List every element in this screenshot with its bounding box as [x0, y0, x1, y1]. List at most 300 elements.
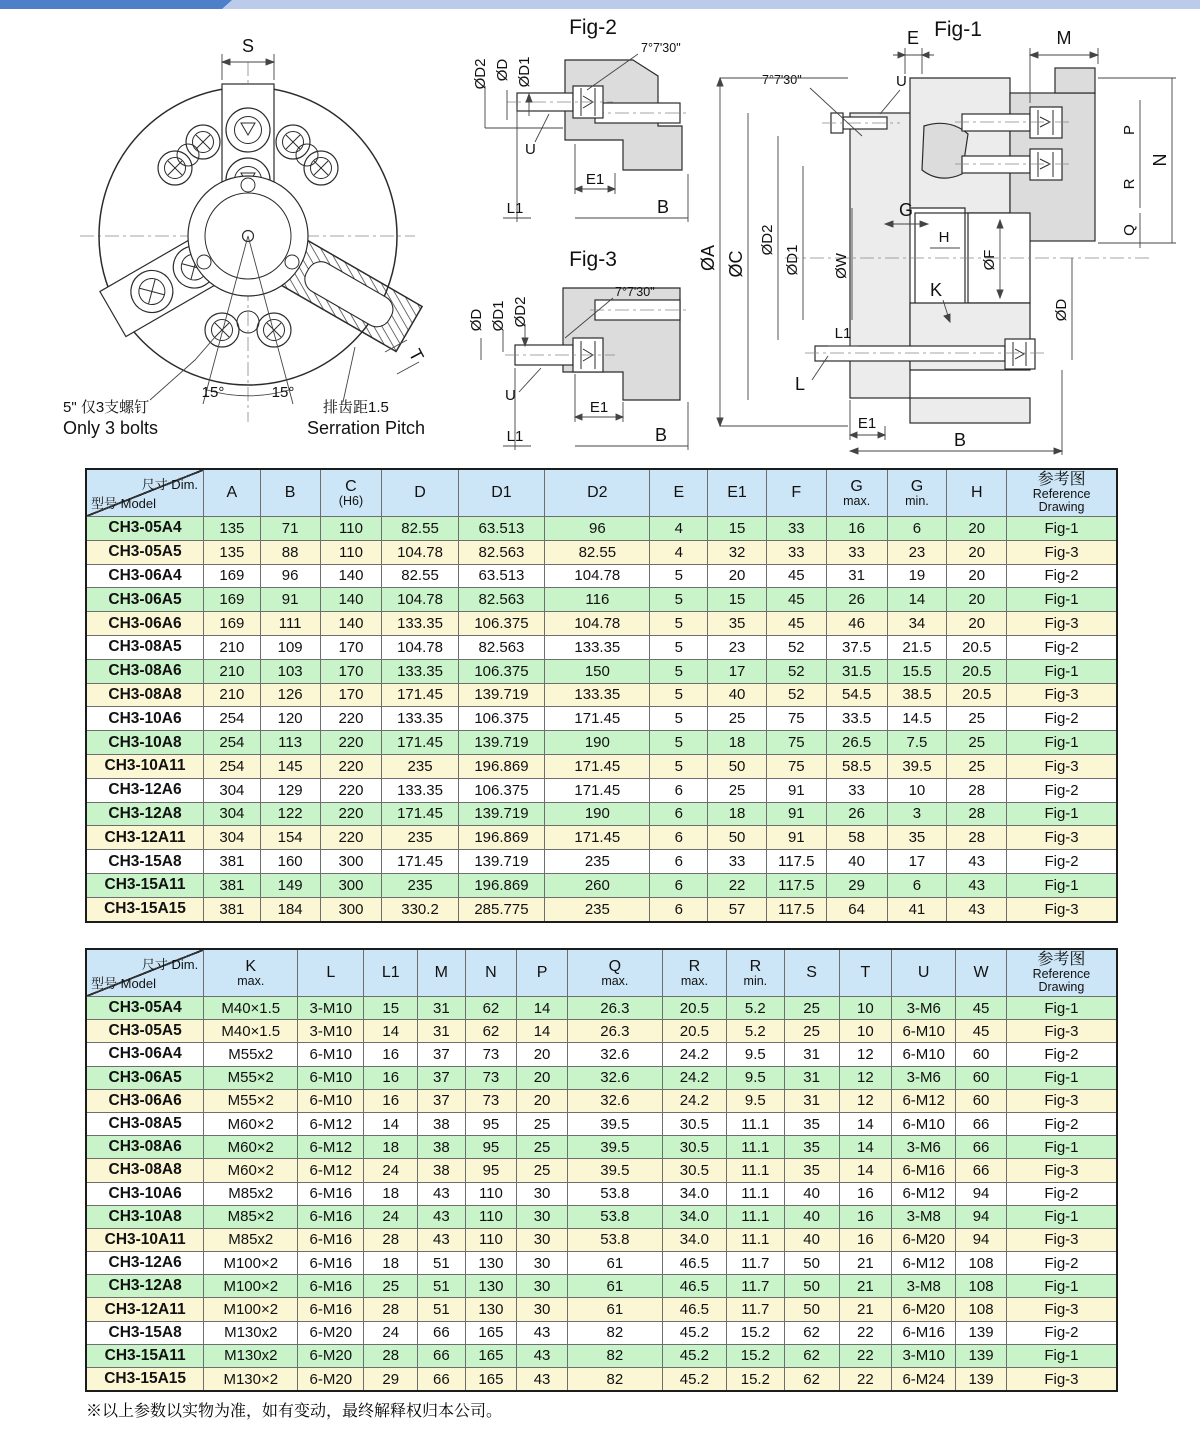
dimension-table-1 [85, 468, 1118, 923]
column-header [784, 949, 839, 997]
column-header-line1: E [673, 484, 685, 501]
value-cell: 4 [650, 540, 708, 564]
table-row [86, 997, 1117, 1020]
value-cell: 104.78 [545, 564, 650, 588]
column-header-line1: D2 [587, 484, 608, 501]
column-header-line3: Drawing [1038, 500, 1085, 514]
value-cell: 6-M20 [298, 1321, 364, 1344]
value-cell: 6 [650, 802, 708, 826]
column-header-line1: D [414, 484, 426, 501]
value-cell: 113 [260, 731, 320, 755]
model-cell: CH3-08A5 [86, 1112, 204, 1135]
value-cell: 5 [650, 588, 708, 612]
value-cell: 6-M12 [298, 1159, 364, 1182]
value-cell: 109 [260, 635, 320, 659]
value-cell: 220 [320, 826, 382, 850]
fig1-q-label: Q [1121, 224, 1138, 236]
value-cell: 43 [418, 1228, 466, 1251]
value-cell: M55×2 [204, 1066, 298, 1089]
value-cell: 20.5 [947, 635, 1007, 659]
value-cell: 139 [956, 1368, 1007, 1392]
column-header [517, 949, 568, 997]
value-cell: 94 [956, 1228, 1007, 1251]
value-cell: 139 [956, 1344, 1007, 1367]
model-cell: CH3-06A6 [86, 1089, 204, 1112]
value-cell: 21 [839, 1252, 892, 1275]
value-cell: 139.719 [458, 802, 545, 826]
value-cell: 5 [650, 659, 708, 683]
value-cell: 171.45 [382, 683, 458, 707]
value-cell: 52 [766, 635, 826, 659]
value-cell: 96 [260, 564, 320, 588]
value-cell: 210 [204, 683, 261, 707]
value-cell: 11.1 [726, 1136, 784, 1159]
column-header-line1: H [970, 484, 983, 501]
value-cell: 6-M16 [298, 1298, 364, 1321]
fig1-l-label: L [794, 374, 806, 394]
value-cell: 43 [517, 1344, 568, 1367]
value-cell: Fig-1 [1006, 1275, 1117, 1298]
value-cell: 50 [708, 754, 767, 778]
value-cell: 21.5 [887, 635, 947, 659]
value-cell: 29 [364, 1368, 418, 1392]
value-cell: 46.5 [662, 1275, 726, 1298]
fig3-u-label: U [505, 387, 516, 404]
column-header-line1: L1 [381, 964, 400, 981]
value-cell: 25 [947, 754, 1007, 778]
value-cell: 235 [545, 850, 650, 874]
value-cell: 149 [260, 873, 320, 897]
model-cell: CH3-06A6 [86, 612, 204, 636]
table-row [86, 1344, 1117, 1367]
value-cell: 135 [204, 517, 261, 541]
value-cell: 32 [708, 540, 767, 564]
model-cell: CH3-15A11 [86, 1344, 204, 1367]
value-cell: 154 [260, 826, 320, 850]
value-cell: 66 [956, 1136, 1007, 1159]
value-cell: 43 [517, 1321, 568, 1344]
column-header-line1: Q [608, 957, 622, 975]
table-row [86, 1136, 1117, 1159]
value-cell: 38.5 [887, 683, 947, 707]
value-cell: 171.45 [545, 707, 650, 731]
fig1-dia-d-label: ØD [1053, 298, 1070, 322]
value-cell: 165 [465, 1368, 517, 1392]
value-cell: 6-M16 [892, 1159, 956, 1182]
value-cell: 254 [204, 707, 261, 731]
column-header [458, 469, 545, 517]
value-cell: 110 [465, 1205, 517, 1228]
value-cell: 190 [545, 802, 650, 826]
value-cell: Fig-1 [1006, 1344, 1117, 1367]
fig3-e1-label: E1 [589, 399, 609, 416]
value-cell: Fig-2 [1007, 850, 1117, 874]
value-cell: 15 [364, 997, 418, 1020]
value-cell: 11.7 [726, 1298, 784, 1321]
column-header-line1: M [434, 964, 448, 981]
value-cell: 110 [320, 517, 382, 541]
value-cell: 88 [260, 540, 320, 564]
value-cell: 20 [517, 1043, 568, 1066]
column-header [1006, 949, 1117, 997]
value-cell: 40 [784, 1182, 839, 1205]
value-cell: 381 [204, 897, 261, 921]
table-row [86, 1020, 1117, 1043]
model-cell: CH3-15A11 [86, 873, 204, 897]
value-cell: 40 [784, 1205, 839, 1228]
value-cell: 150 [545, 659, 650, 683]
fig1-p-label: P [1121, 124, 1138, 136]
value-cell: 35 [784, 1112, 839, 1135]
value-cell: 16 [826, 517, 887, 541]
value-cell: Fig-1 [1007, 873, 1117, 897]
value-cell: 60 [956, 1066, 1007, 1089]
value-cell: 50 [708, 826, 767, 850]
value-cell: 25 [517, 1112, 568, 1135]
value-cell: 91 [766, 778, 826, 802]
value-cell: 25 [708, 707, 767, 731]
value-cell: 11.1 [726, 1112, 784, 1135]
value-cell: 43 [517, 1368, 568, 1392]
column-header-line1: F [791, 484, 802, 501]
value-cell: 22 [708, 873, 767, 897]
value-cell: 130 [465, 1298, 517, 1321]
fig2-b-label: B [656, 197, 670, 217]
value-cell: M100×2 [204, 1298, 298, 1321]
value-cell: 210 [204, 659, 261, 683]
value-cell: 82 [567, 1321, 662, 1344]
value-cell: 210 [204, 635, 261, 659]
value-cell: 10 [839, 997, 892, 1020]
value-cell: 9.5 [726, 1043, 784, 1066]
value-cell: 14 [887, 588, 947, 612]
value-cell: 45.2 [662, 1321, 726, 1344]
fig1-angle-label: 7°7'30" [762, 73, 802, 87]
table-row [86, 826, 1117, 850]
value-cell: 11.1 [726, 1228, 784, 1251]
value-cell: 20 [517, 1089, 568, 1112]
corner-cell [86, 949, 204, 997]
value-cell: 10 [839, 1020, 892, 1043]
value-cell: 20 [947, 588, 1007, 612]
value-cell: 22 [839, 1321, 892, 1344]
table-row [86, 1275, 1117, 1298]
model-cell: CH3-05A5 [86, 1020, 204, 1043]
value-cell: 94 [956, 1205, 1007, 1228]
value-cell: 24.2 [662, 1043, 726, 1066]
column-header [204, 469, 261, 517]
value-cell: 169 [204, 588, 261, 612]
value-cell: 39.5 [887, 754, 947, 778]
value-cell: 140 [320, 588, 382, 612]
model-cell: CH3-12A6 [86, 1252, 204, 1275]
value-cell: 6-M10 [298, 1066, 364, 1089]
value-cell: 106.375 [458, 707, 545, 731]
value-cell: 25 [947, 707, 1007, 731]
column-header-line2: min. [743, 973, 768, 988]
fig2-dia-d2-label: ØD2 [472, 58, 489, 90]
value-cell: Fig-1 [1006, 997, 1117, 1020]
value-cell: 37 [418, 1043, 466, 1066]
table-row [86, 517, 1117, 541]
value-cell: 61 [567, 1298, 662, 1321]
value-cell: 33 [826, 778, 887, 802]
value-cell: 33.5 [826, 707, 887, 731]
value-cell: Fig-3 [1006, 1020, 1117, 1043]
value-cell: 3-M6 [892, 1136, 956, 1159]
value-cell: 6-M16 [892, 1321, 956, 1344]
model-cell: CH3-08A8 [86, 1159, 204, 1182]
value-cell: M100×2 [204, 1252, 298, 1275]
value-cell: 170 [320, 659, 382, 683]
value-cell: 139.719 [458, 683, 545, 707]
value-cell: 15.5 [887, 659, 947, 683]
value-cell: M60×2 [204, 1136, 298, 1159]
value-cell: 11.1 [726, 1182, 784, 1205]
value-cell: 104.78 [382, 540, 458, 564]
value-cell: 3-M6 [892, 997, 956, 1020]
value-cell: 34.0 [662, 1228, 726, 1251]
angle-label-right: 15° [271, 384, 295, 401]
fig2-fig3-drawing [445, 8, 715, 458]
value-cell: 28 [364, 1344, 418, 1367]
value-cell: 6-M16 [298, 1252, 364, 1275]
value-cell: 196.869 [458, 754, 545, 778]
model-cell: CH3-10A8 [86, 731, 204, 755]
value-cell: M60×2 [204, 1159, 298, 1182]
table-row [86, 1182, 1117, 1205]
value-cell: 381 [204, 850, 261, 874]
column-header [567, 949, 662, 997]
value-cell: M40×1.5 [204, 997, 298, 1020]
value-cell: 20.5 [947, 659, 1007, 683]
value-cell: 300 [320, 850, 382, 874]
table-row [86, 659, 1117, 683]
fig1-u-label: U [896, 73, 907, 90]
value-cell: 35 [708, 612, 767, 636]
column-header-line2: max. [601, 973, 629, 988]
table-row [86, 540, 1117, 564]
value-cell: 5.2 [726, 1020, 784, 1043]
angle-label-left: 15° [201, 384, 225, 401]
fig3-dia-d2-label: ØD2 [512, 296, 529, 328]
fig1-panel [700, 8, 1200, 458]
model-cell: CH3-10A11 [86, 754, 204, 778]
value-cell: 43 [418, 1205, 466, 1228]
value-cell: 52 [766, 659, 826, 683]
value-cell: 12 [839, 1066, 892, 1089]
value-cell: 43 [947, 850, 1007, 874]
value-cell: 82.563 [458, 635, 545, 659]
value-cell: 62 [465, 1020, 517, 1043]
value-cell: 29 [826, 873, 887, 897]
value-cell: 184 [260, 897, 320, 921]
value-cell: 40 [708, 683, 767, 707]
column-header [662, 949, 726, 997]
column-header-line1: U [917, 964, 930, 981]
value-cell: 82 [567, 1368, 662, 1392]
value-cell: 38 [418, 1159, 466, 1182]
value-cell: 43 [947, 873, 1007, 897]
value-cell: 31 [418, 997, 466, 1020]
value-cell: 50 [784, 1252, 839, 1275]
column-header [839, 949, 892, 997]
value-cell: 11.7 [726, 1252, 784, 1275]
value-cell: 25 [364, 1275, 418, 1298]
value-cell: 3-M8 [892, 1205, 956, 1228]
note-bolts-cn: 5" 仅3支螺钉 [63, 399, 150, 416]
column-header-line1: R [688, 957, 701, 975]
value-cell: 31 [826, 564, 887, 588]
value-cell: 6-M16 [298, 1182, 364, 1205]
value-cell: 16 [839, 1205, 892, 1228]
value-cell: Fig-3 [1007, 897, 1117, 921]
value-cell: 133.35 [545, 635, 650, 659]
value-cell: 20 [947, 517, 1007, 541]
column-header [382, 469, 458, 517]
table-row [86, 1252, 1117, 1275]
value-cell: 31.5 [826, 659, 887, 683]
value-cell: Fig-3 [1006, 1298, 1117, 1321]
value-cell: 235 [382, 826, 458, 850]
value-cell: 66 [418, 1321, 466, 1344]
value-cell: 235 [545, 897, 650, 921]
value-cell: 3-M8 [892, 1275, 956, 1298]
fig1-drawing [700, 8, 1200, 458]
value-cell: 30 [517, 1205, 568, 1228]
value-cell: 6-M16 [298, 1205, 364, 1228]
value-cell: 5 [650, 707, 708, 731]
fig1-m-label: M [1056, 28, 1072, 48]
value-cell: M85x2 [204, 1228, 298, 1251]
corner-model-label: 型号 Model [91, 496, 157, 511]
column-header-line1: T [860, 964, 871, 981]
value-cell: 171.45 [382, 850, 458, 874]
value-cell: 30 [517, 1275, 568, 1298]
value-cell: 53.8 [567, 1205, 662, 1228]
value-cell: 23 [887, 540, 947, 564]
column-header-line2: max. [237, 973, 265, 988]
value-cell: 82.55 [382, 517, 458, 541]
value-cell: 6 [887, 873, 947, 897]
fig1-e1-label: E1 [857, 415, 877, 432]
value-cell: 116 [545, 588, 650, 612]
value-cell: 26.3 [567, 997, 662, 1020]
value-cell: 18 [708, 802, 767, 826]
value-cell: 39.5 [567, 1112, 662, 1135]
value-cell: 66 [418, 1344, 466, 1367]
value-cell: 16 [364, 1089, 418, 1112]
value-cell: 6-M10 [892, 1020, 956, 1043]
column-header [826, 469, 887, 517]
value-cell: 6 [650, 826, 708, 850]
value-cell: 63.513 [458, 564, 545, 588]
model-cell: CH3-15A8 [86, 850, 204, 874]
value-cell: 117.5 [766, 850, 826, 874]
value-cell: 196.869 [458, 826, 545, 850]
column-header-line1: S [806, 964, 817, 981]
column-header-line1: G [910, 477, 924, 495]
value-cell: 61 [567, 1252, 662, 1275]
value-cell: 165 [465, 1321, 517, 1344]
model-cell: CH3-15A15 [86, 897, 204, 921]
column-header-line1: R [749, 957, 762, 975]
table-row [86, 802, 1117, 826]
column-header [298, 949, 364, 997]
value-cell: 220 [320, 754, 382, 778]
table-row [86, 1321, 1117, 1344]
value-cell: 45 [766, 564, 826, 588]
fig1-dia-w-label: ØW [833, 253, 850, 279]
chuck-front-view [55, 22, 485, 457]
value-cell: 6-M20 [298, 1368, 364, 1392]
value-cell: 17 [887, 850, 947, 874]
column-header-line1: A [226, 484, 238, 501]
value-cell: 26.3 [567, 1020, 662, 1043]
note-serration-en: Serration Pitch [307, 418, 426, 438]
fig3-title: Fig-3 [569, 248, 617, 271]
value-cell: 15.2 [726, 1368, 784, 1392]
value-cell: 66 [956, 1159, 1007, 1182]
fig3-l1-label: L1 [506, 428, 524, 445]
value-cell: 40 [826, 850, 887, 874]
value-cell: 330.2 [382, 897, 458, 921]
value-cell: 20 [947, 540, 1007, 564]
table-row [86, 564, 1117, 588]
column-header [726, 949, 784, 997]
value-cell: 75 [766, 731, 826, 755]
value-cell: 28 [364, 1298, 418, 1321]
value-cell: 304 [204, 778, 261, 802]
column-header-line2: min. [905, 493, 929, 508]
column-header-line1: N [485, 964, 497, 981]
column-header-line1: L [326, 964, 336, 981]
fig1-title: Fig-1 [934, 18, 982, 41]
value-cell: Fig-2 [1006, 1321, 1117, 1344]
value-cell: 285.775 [458, 897, 545, 921]
value-cell: 30 [517, 1228, 568, 1251]
model-cell: CH3-12A11 [86, 826, 204, 850]
model-cell: CH3-05A4 [86, 517, 204, 541]
value-cell: 62 [784, 1368, 839, 1392]
value-cell: 22 [839, 1368, 892, 1392]
value-cell: 30 [517, 1252, 568, 1275]
value-cell: 53.8 [567, 1182, 662, 1205]
value-cell: 18 [708, 731, 767, 755]
value-cell: 139 [956, 1321, 1007, 1344]
value-cell: 24 [364, 1159, 418, 1182]
value-cell: 73 [465, 1043, 517, 1066]
value-cell: 9.5 [726, 1066, 784, 1089]
value-cell: 75 [766, 754, 826, 778]
fig1-k-label: K [929, 280, 943, 300]
value-cell: 126 [260, 683, 320, 707]
value-cell: 6 [650, 850, 708, 874]
value-cell: 7.5 [887, 731, 947, 755]
value-cell: 20.5 [662, 1020, 726, 1043]
value-cell: Fig-3 [1007, 754, 1117, 778]
value-cell: 30.5 [662, 1136, 726, 1159]
table-row [86, 588, 1117, 612]
value-cell: 111 [260, 612, 320, 636]
table-row [86, 707, 1117, 731]
value-cell: 133.35 [382, 659, 458, 683]
value-cell: 110 [465, 1182, 517, 1205]
value-cell: 60 [956, 1089, 1007, 1112]
value-cell: 26.5 [826, 731, 887, 755]
value-cell: 5 [650, 612, 708, 636]
value-cell: M40×1.5 [204, 1020, 298, 1043]
